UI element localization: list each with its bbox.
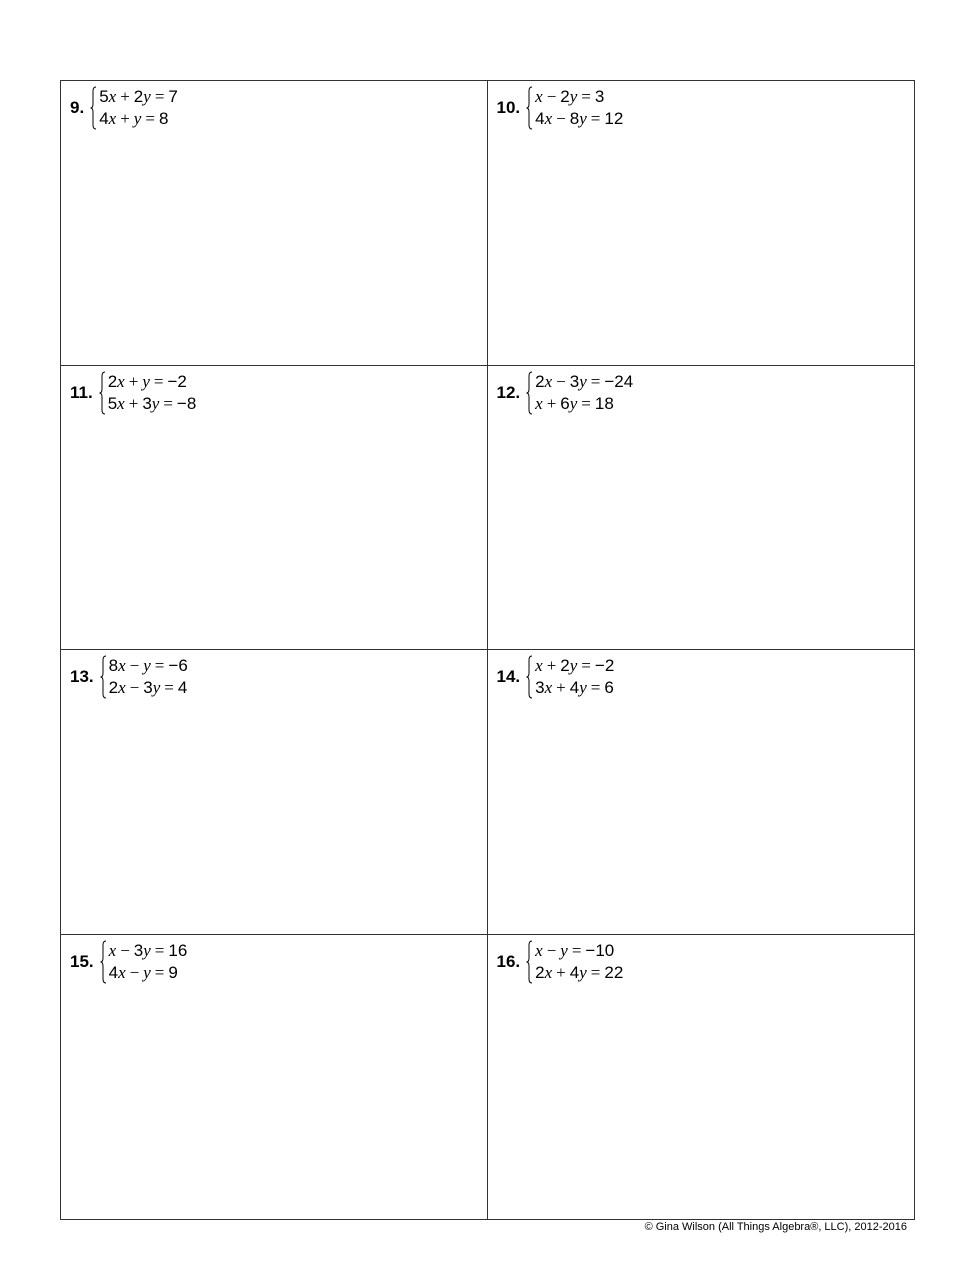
problem: [497, 371, 634, 415]
problem-cell: [488, 935, 915, 1220]
left-brace-icon: [100, 655, 107, 699]
problem-cell: [488, 650, 915, 935]
left-brace-icon: [100, 940, 107, 984]
equation-1: 5x + 2y = 7: [99, 87, 178, 106]
problem-cell: [488, 366, 915, 651]
equation-system: [100, 940, 188, 984]
equation-2: 5x + 3y = −8: [107, 393, 197, 413]
problem-cell: [61, 366, 488, 651]
problem-number: 12.: [496, 382, 521, 402]
problem-cell: [488, 81, 915, 366]
left-brace-icon: [99, 371, 106, 415]
problem-cell: [61, 935, 488, 1220]
problem-cell: [61, 81, 488, 366]
problem-number: 15.: [70, 951, 94, 971]
equation-system: [100, 655, 188, 699]
equation-system: [526, 86, 623, 130]
equation-system: [526, 655, 614, 699]
equation-1: 2x − 3y = −24: [535, 371, 634, 391]
equation-2: 3x + 4y = 6: [535, 678, 614, 697]
problem-number: 14.: [496, 667, 521, 686]
equation-system: [99, 371, 197, 415]
left-brace-icon: [526, 655, 533, 699]
left-brace-icon: [90, 86, 97, 130]
problem-grid: [60, 80, 915, 1220]
problem: [70, 371, 196, 415]
equation-2: x + 6y = 18: [535, 393, 614, 413]
equation-system: [90, 86, 178, 130]
left-brace-icon: [526, 371, 533, 415]
left-brace-icon: [526, 940, 533, 984]
equation-1: x − 2y = 3: [535, 87, 605, 106]
problem-cell: [61, 650, 488, 935]
equation-system: [526, 940, 623, 984]
problem: [70, 655, 188, 699]
problem-number: 13.: [70, 667, 94, 686]
problem: [497, 940, 624, 984]
problem: [70, 940, 187, 984]
equation-system: [526, 371, 633, 415]
left-brace-icon: [526, 86, 533, 130]
copyright-footer: © Gina Wilson (All Things Algebra®, LLC), 2012-2016: [644, 1221, 907, 1233]
equation-2: 2x − 3y = 4: [108, 678, 188, 697]
equation-2: 4x − 8y = 12: [535, 109, 624, 128]
problem-number: 9.: [70, 98, 85, 117]
problem-number: 10.: [496, 98, 521, 117]
problem-number: 11.: [70, 382, 93, 402]
problem: [497, 86, 624, 130]
equation-1: 8x − y = −6: [108, 656, 188, 675]
equation-1: x − 3y = 16: [108, 940, 188, 960]
problem-number: 16.: [496, 951, 521, 971]
problem: [70, 86, 178, 130]
problem: [497, 655, 615, 699]
equation-1: x − y = −10: [535, 940, 615, 960]
equation-1: x + 2y = −2: [535, 656, 615, 675]
equation-2: 2x + 4y = 22: [535, 962, 624, 982]
equation-1: 2x + y = −2: [107, 371, 187, 391]
equation-2: 4x − y = 9: [108, 962, 178, 982]
equation-2: 4x + y = 8: [99, 109, 169, 128]
